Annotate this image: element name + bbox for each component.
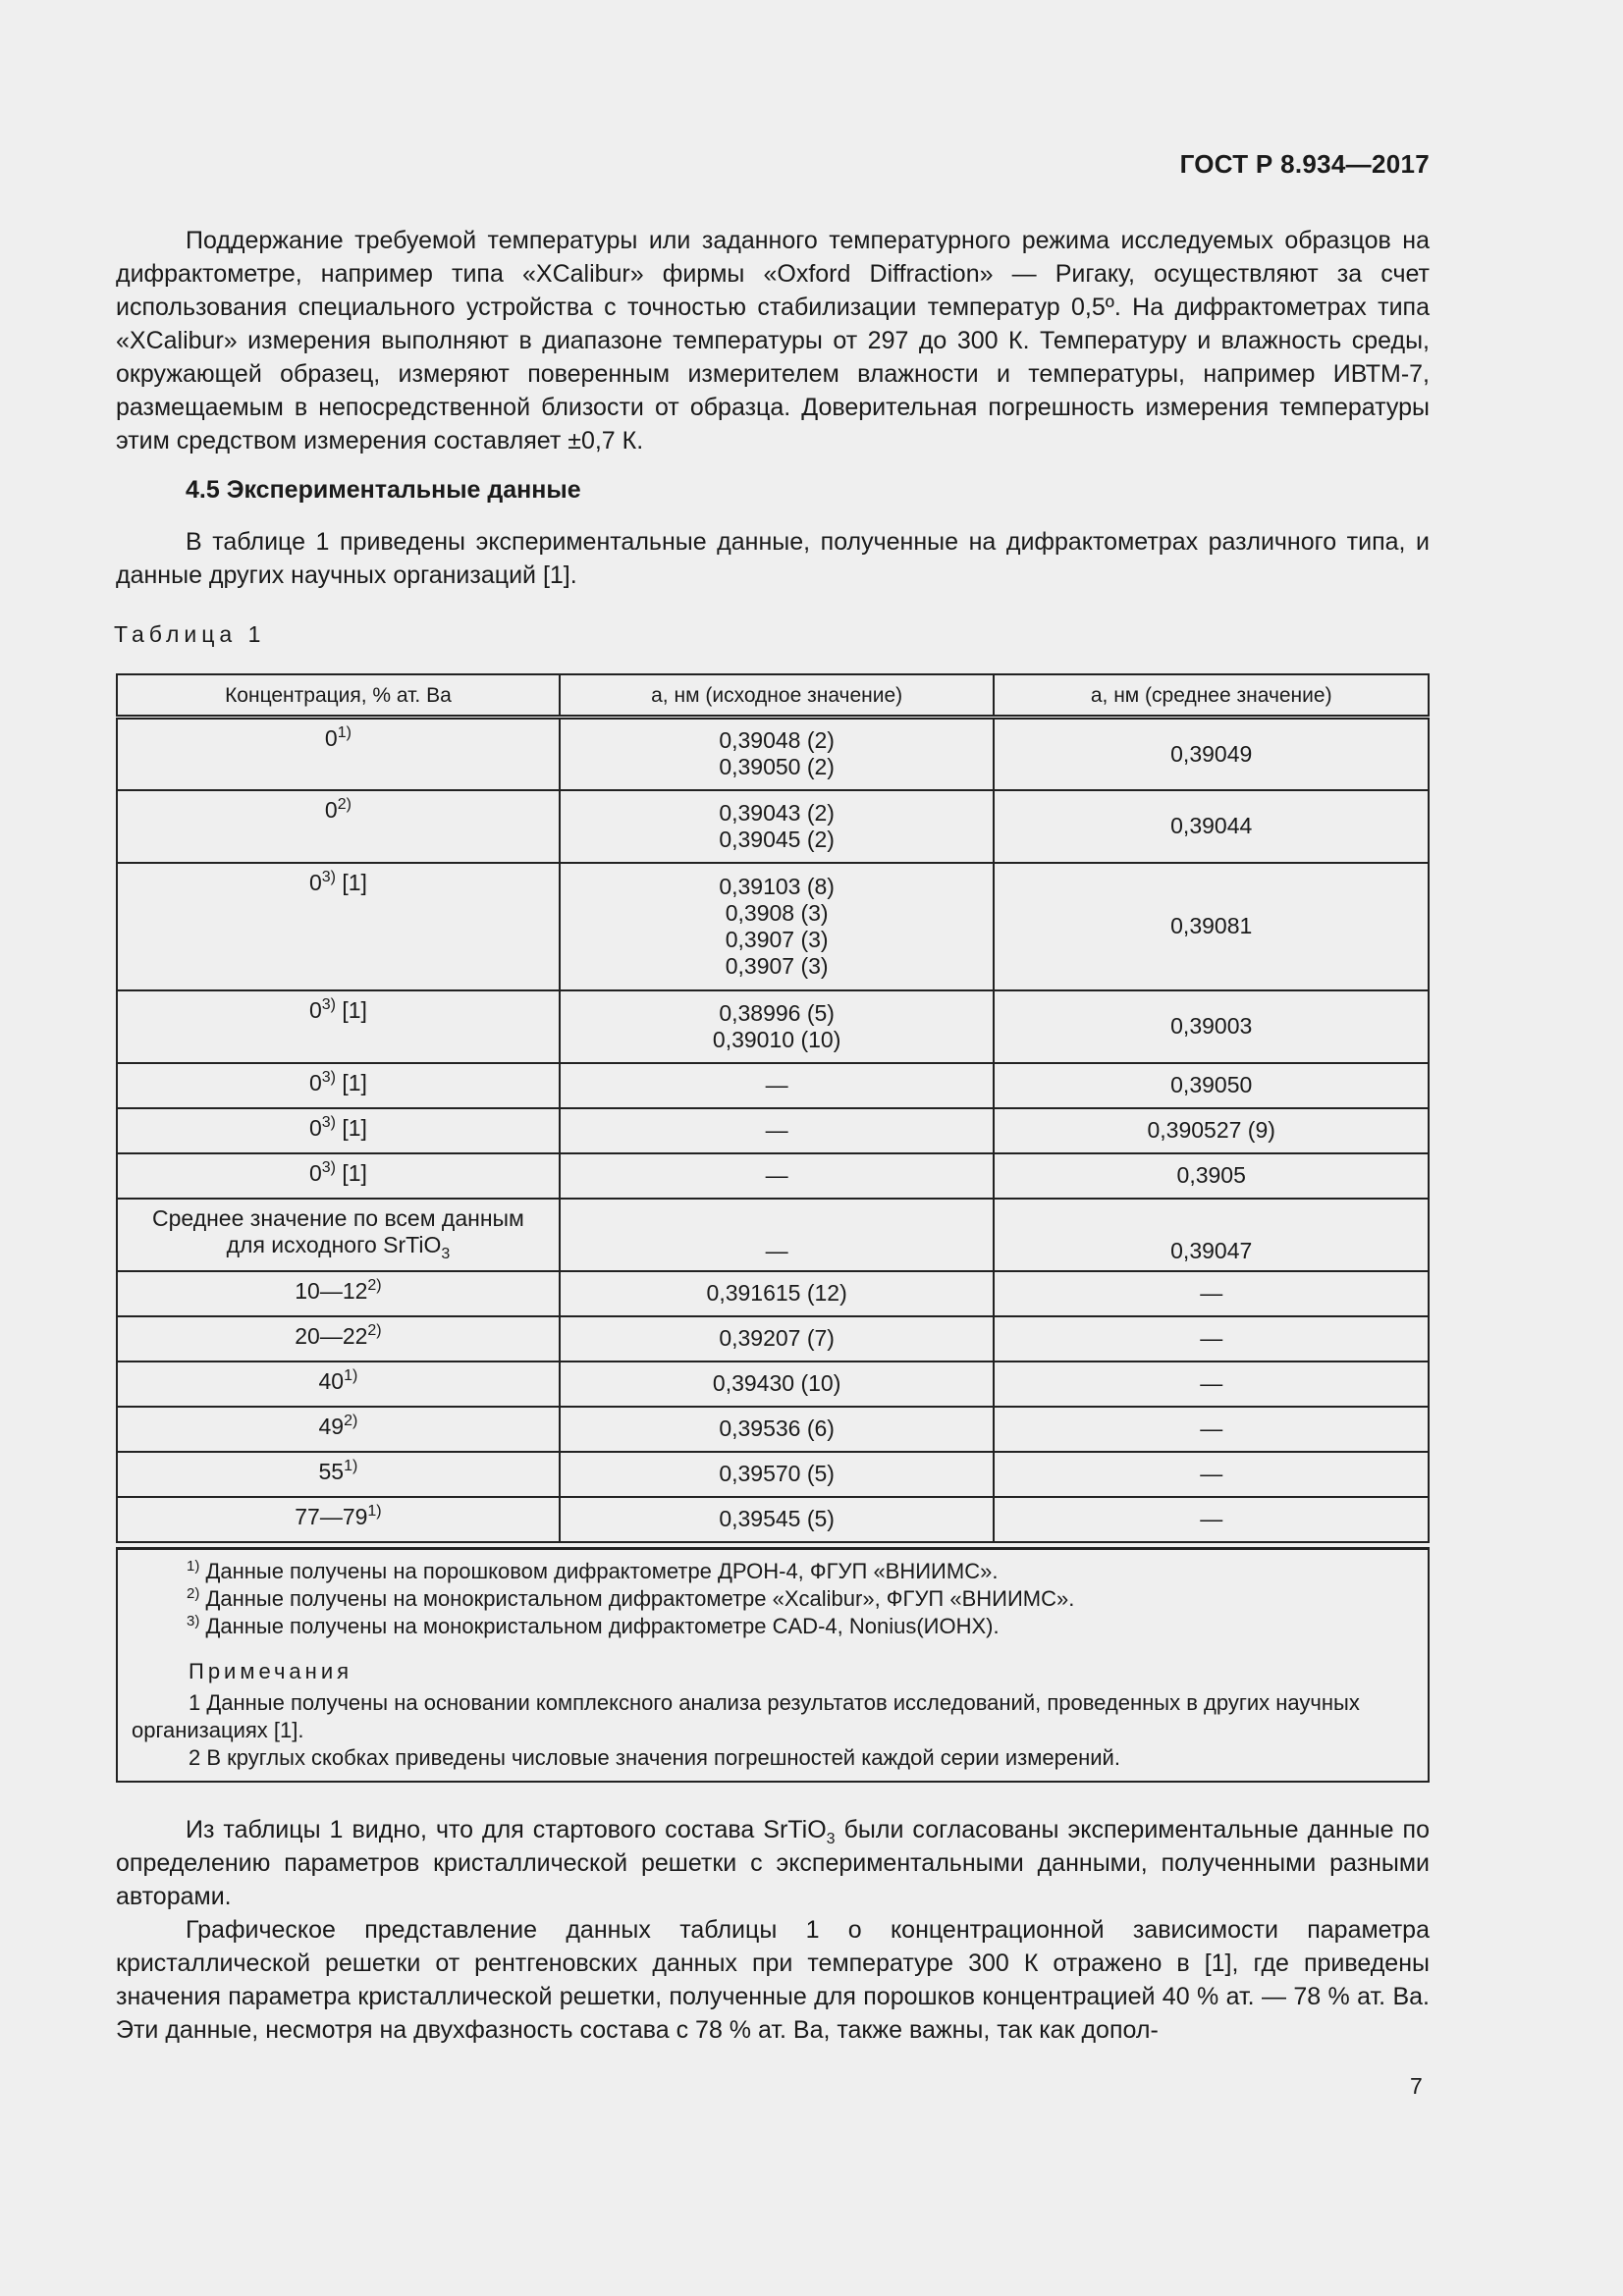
cell-mean-value: — — [994, 1407, 1429, 1452]
column-header-initial-value: а, нм (исходное значение) — [560, 674, 995, 718]
cell-mean-value: 0,390527 (9) — [994, 1108, 1429, 1153]
cell-mean-value: — — [994, 1497, 1429, 1542]
section-title: 4.5 Экспериментальные данные — [186, 476, 581, 504]
cell-mean-value: 0,39081 — [994, 863, 1429, 990]
paragraph-temperature — [116, 224, 1430, 457]
cell-mean-value: — — [994, 1362, 1429, 1407]
table-row — [117, 1407, 1429, 1452]
cell-concentration: 40$^{1)}$ — [117, 1362, 560, 1407]
table-row — [117, 863, 1429, 990]
table-row — [117, 1271, 1429, 1316]
table-row — [117, 1316, 1429, 1362]
cell-mean-value: — — [994, 1452, 1429, 1497]
cell-concentration: 0$^{2)}$ — [117, 790, 560, 863]
table-row — [117, 1199, 1429, 1271]
paragraph-conclusion — [116, 1813, 1430, 2047]
table-row — [117, 1452, 1429, 1497]
cell-initial-value: 0,39570 (5) — [560, 1452, 995, 1497]
table-header-row — [117, 674, 1429, 718]
cell-initial-value: 0,39103 (8) 0,3908 (3) 0,3907 (3) 0,3907 (3) — [560, 863, 995, 990]
cell-initial-value: 0,39545 (5) — [560, 1497, 995, 1542]
cell-concentration: 77—79$^{1)}$ — [117, 1497, 560, 1542]
cell-concentration: 0$^{3)}$ [1] — [117, 990, 560, 1063]
cell-concentration: 49$^{2)}$ — [117, 1407, 560, 1452]
table-row — [117, 1362, 1429, 1407]
table-notes — [116, 1547, 1430, 1783]
cell-mean-value: 0,3905 — [994, 1153, 1429, 1199]
table-row — [117, 718, 1429, 790]
table-row — [117, 990, 1429, 1063]
cell-mean-value: — — [994, 1271, 1429, 1316]
column-header-mean-value: а, нм (среднее значение) — [994, 674, 1429, 718]
note-item: 1 Данные получены на основании комплексного анализа результатов исследований, проведенных в других научных организациях [1]. — [132, 1690, 1360, 1742]
data-table — [116, 673, 1430, 1543]
cell-initial-value: 0,391615 (12) — [560, 1271, 995, 1316]
page-number: 7 — [1410, 2073, 1423, 2099]
table-caption: Таблица 1 — [114, 621, 266, 647]
cell-initial-value: 0,39043 (2) 0,39045 (2) — [560, 790, 995, 863]
paragraph-intro — [116, 525, 1430, 592]
footnote: $^{3)}$ Данные получены на монокристальном дифрактометре CAD-4, Nonius(ИОНХ). — [187, 1613, 1000, 1638]
cell-concentration: 10—12$^{2)}$ — [117, 1271, 560, 1316]
cell-initial-value: — — [560, 1199, 995, 1271]
notes-title: Примечания — [189, 1659, 353, 1683]
cell-concentration: 0$^{1)}$ — [117, 718, 560, 790]
cell-concentration: 0$^{3)}$ [1] — [117, 1108, 560, 1153]
cell-initial-value: — — [560, 1153, 995, 1199]
cell-concentration: 0$^{3)}$ [1] — [117, 863, 560, 990]
cell-concentration: 20—22$^{2)}$ — [117, 1316, 560, 1362]
cell-initial-value: — — [560, 1108, 995, 1153]
paragraph-text: Из таблицы 1 видно, что для стартового состава SrTiO$_3$ были согласованы экспериментальные данные по определению параметров кристаллической решетки с экспериментальными данными, полученными разными авторами. — [116, 1816, 1430, 1910]
paragraph-text: В таблице 1 приведены экспериментальные данные, полученные на дифрактометрах различного типа, и данные других научных организаций [1]. — [116, 528, 1430, 589]
table-row — [117, 1153, 1429, 1199]
document-code: ГОСТ Р 8.934—2017 — [1179, 149, 1430, 179]
cell-mean-value: 0,39003 — [994, 990, 1429, 1063]
cell-initial-value: 0,39207 (7) — [560, 1316, 995, 1362]
cell-mean-value: — — [994, 1316, 1429, 1362]
note-item: 2 В круглых скобках приведены числовые значения погрешностей каждой серии измерений. — [189, 1745, 1120, 1770]
cell-initial-value: — — [560, 1063, 995, 1108]
cell-mean-value: 0,39047 — [994, 1199, 1429, 1271]
table-row — [117, 790, 1429, 863]
footnote: $^{2)}$ Данные получены на монокристальном дифрактометре «Xcalibur», ФГУП «ВНИИМС». — [187, 1585, 1075, 1611]
cell-concentration: Среднее значение по всем данным для исходного SrTiO$_3$ — [117, 1199, 560, 1271]
cell-initial-value: 0,39048 (2) 0,39050 (2) — [560, 718, 995, 790]
table-row — [117, 1108, 1429, 1153]
paragraph-text: Поддержание требуемой температуры или заданного температурного режима исследуемых образцов на дифрактометре, например типа «XCalibur» фирмы «Oxford Diffraction» — Ригаку, осуществляют за счет использования специального устройства с точностью стабилизации температур 0,5º. На дифрактометрах типа «XCalibur» измерения выполняют в диапазоне температуры от 297 до 300 К. Температуру и влажность среды, окружающей образец, измеряют поверенным измерителем влажности и температуры, например ИВТМ-7, размещаемым в непосредственной близости от образца. Доверительная погрешность измерения температуры этим средством измерения составляет ±0,7 К. — [116, 227, 1430, 454]
column-header-concentration: Концентрация, % ат. Ba — [117, 674, 560, 718]
cell-initial-value: 0,39430 (10) — [560, 1362, 995, 1407]
cell-initial-value: 0,38996 (5) 0,39010 (10) — [560, 990, 995, 1063]
cell-concentration: 0$^{3)}$ [1] — [117, 1063, 560, 1108]
cell-mean-value: 0,39044 — [994, 790, 1429, 863]
cell-mean-value: 0,39050 — [994, 1063, 1429, 1108]
table-row — [117, 1497, 1429, 1542]
cell-initial-value: 0,39536 (6) — [560, 1407, 995, 1452]
paragraph-text: Графическое представление данных таблицы 1 о концентрационной зависимости параметра кристаллической решетки от рентгеновских данных при температуре 300 К отражено в [1], где приведены значения параметра кристаллической решетки, полученные для порошков концентрацией 40 % ат. — 78 % ат. Ba. Эти данные, несмотря на двухфазность состава с 78 % ат. Ba, также важны, так как допол- — [116, 1916, 1430, 2044]
footnote: $^{1)}$ Данные получены на порошковом дифрактометре ДРОН-4, ФГУП «ВНИИМС». — [187, 1558, 999, 1583]
cell-concentration: 55$^{1)}$ — [117, 1452, 560, 1497]
cell-concentration: 0$^{3)}$ [1] — [117, 1153, 560, 1199]
table-row — [117, 1063, 1429, 1108]
cell-mean-value: 0,39049 — [994, 718, 1429, 790]
